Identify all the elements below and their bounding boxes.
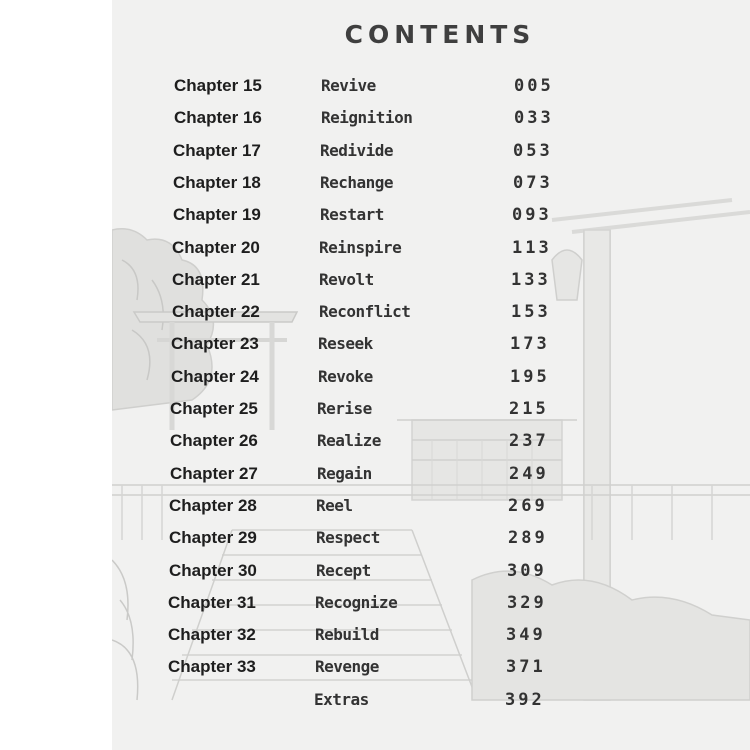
chapter-number: Chapter 18 — [173, 172, 261, 192]
contents-page — [112, 0, 750, 750]
page-number: 289 — [508, 528, 548, 549]
chapter-title: Recept — [316, 560, 371, 580]
toc-entry — [112, 555, 750, 587]
chapter-title: Respect — [316, 528, 380, 548]
chapter-title: Revolt — [319, 269, 374, 289]
toc-entry — [112, 684, 750, 716]
chapter-number: Chapter 32 — [168, 625, 256, 645]
chapter-number: Chapter 24 — [171, 366, 259, 386]
toc-entry — [112, 458, 750, 490]
page-number: 309 — [507, 560, 547, 581]
chapter-title: Revive — [321, 76, 376, 95]
chapter-title: Rechange — [320, 172, 394, 192]
chapter-number: Chapter 16 — [174, 108, 262, 128]
page-number: 133 — [511, 269, 551, 290]
page-number: 329 — [507, 592, 547, 613]
toc-entry — [112, 587, 750, 619]
chapter-number: Chapter 27 — [170, 463, 258, 483]
chapter-title: Revoke — [318, 366, 373, 386]
chapter-title: Extras — [314, 689, 369, 709]
chapter-number: Chapter 31 — [168, 592, 256, 612]
toc-entry — [112, 522, 750, 554]
toc-entry — [112, 490, 750, 522]
chapter-title: Realize — [317, 431, 381, 451]
page-number: 073 — [513, 172, 553, 193]
page-number: 173 — [510, 334, 550, 355]
page-number: 392 — [505, 689, 545, 710]
page-number: 195 — [510, 366, 550, 387]
toc-entry — [112, 619, 750, 651]
page-number: 033 — [514, 108, 554, 129]
chapter-number: Chapter 20 — [172, 237, 260, 257]
chapter-number: Chapter 33 — [168, 657, 256, 677]
chapter-title: Recognize — [315, 592, 398, 612]
page-number: 371 — [506, 657, 546, 678]
chapter-number: Chapter 19 — [173, 205, 261, 225]
chapter-title: Rebuild — [315, 625, 379, 645]
chapter-number: Chapter 25 — [170, 399, 258, 418]
toc-entry — [112, 651, 750, 683]
chapter-title: Revenge — [315, 657, 379, 677]
chapter-number: Chapter 30 — [169, 560, 257, 580]
page-number: 053 — [513, 140, 553, 161]
chapter-number: Chapter 28 — [169, 495, 257, 515]
chapter-title: Reseek — [318, 334, 373, 354]
page-number: 269 — [508, 495, 548, 516]
toc-entry — [112, 361, 750, 393]
page-number: 215 — [509, 399, 549, 419]
toc-entry — [112, 296, 750, 328]
chapter-title: Reel — [316, 495, 353, 515]
toc-entry — [112, 393, 750, 425]
toc-entry — [112, 425, 750, 457]
toc-entry — [112, 70, 750, 102]
chapter-title: Regain — [317, 463, 372, 483]
chapter-number: Chapter 15 — [174, 76, 262, 95]
toc-entry — [112, 264, 750, 296]
contents-heading: CONTENTS — [344, 20, 536, 49]
page-number: 113 — [512, 237, 552, 258]
chapter-title: Rerise — [317, 399, 372, 418]
toc-entry — [112, 232, 750, 264]
chapter-title: Reinspire — [319, 237, 402, 257]
page-number: 237 — [509, 431, 549, 452]
toc-entry — [112, 135, 750, 167]
toc-entry — [112, 167, 750, 199]
chapter-number: Chapter 23 — [171, 334, 259, 354]
chapter-number: Chapter 29 — [169, 528, 257, 548]
chapter-title: Redivide — [320, 140, 394, 160]
page-number: 349 — [506, 625, 546, 646]
toc-entry — [112, 199, 750, 231]
page-number: 249 — [509, 463, 549, 484]
chapter-number: Chapter 17 — [173, 140, 261, 160]
page-number: 005 — [514, 76, 554, 96]
chapter-number: Chapter 22 — [172, 302, 260, 322]
toc-entry — [112, 102, 750, 134]
chapter-title: Reconflict — [319, 302, 411, 322]
page-number: 153 — [511, 302, 551, 323]
page-number: 093 — [512, 205, 552, 226]
chapter-number: Chapter 26 — [170, 431, 258, 451]
chapter-number: Chapter 21 — [172, 269, 260, 289]
chapter-title: Restart — [320, 205, 384, 225]
chapter-title: Reignition — [321, 108, 413, 128]
toc-entry — [112, 328, 750, 360]
